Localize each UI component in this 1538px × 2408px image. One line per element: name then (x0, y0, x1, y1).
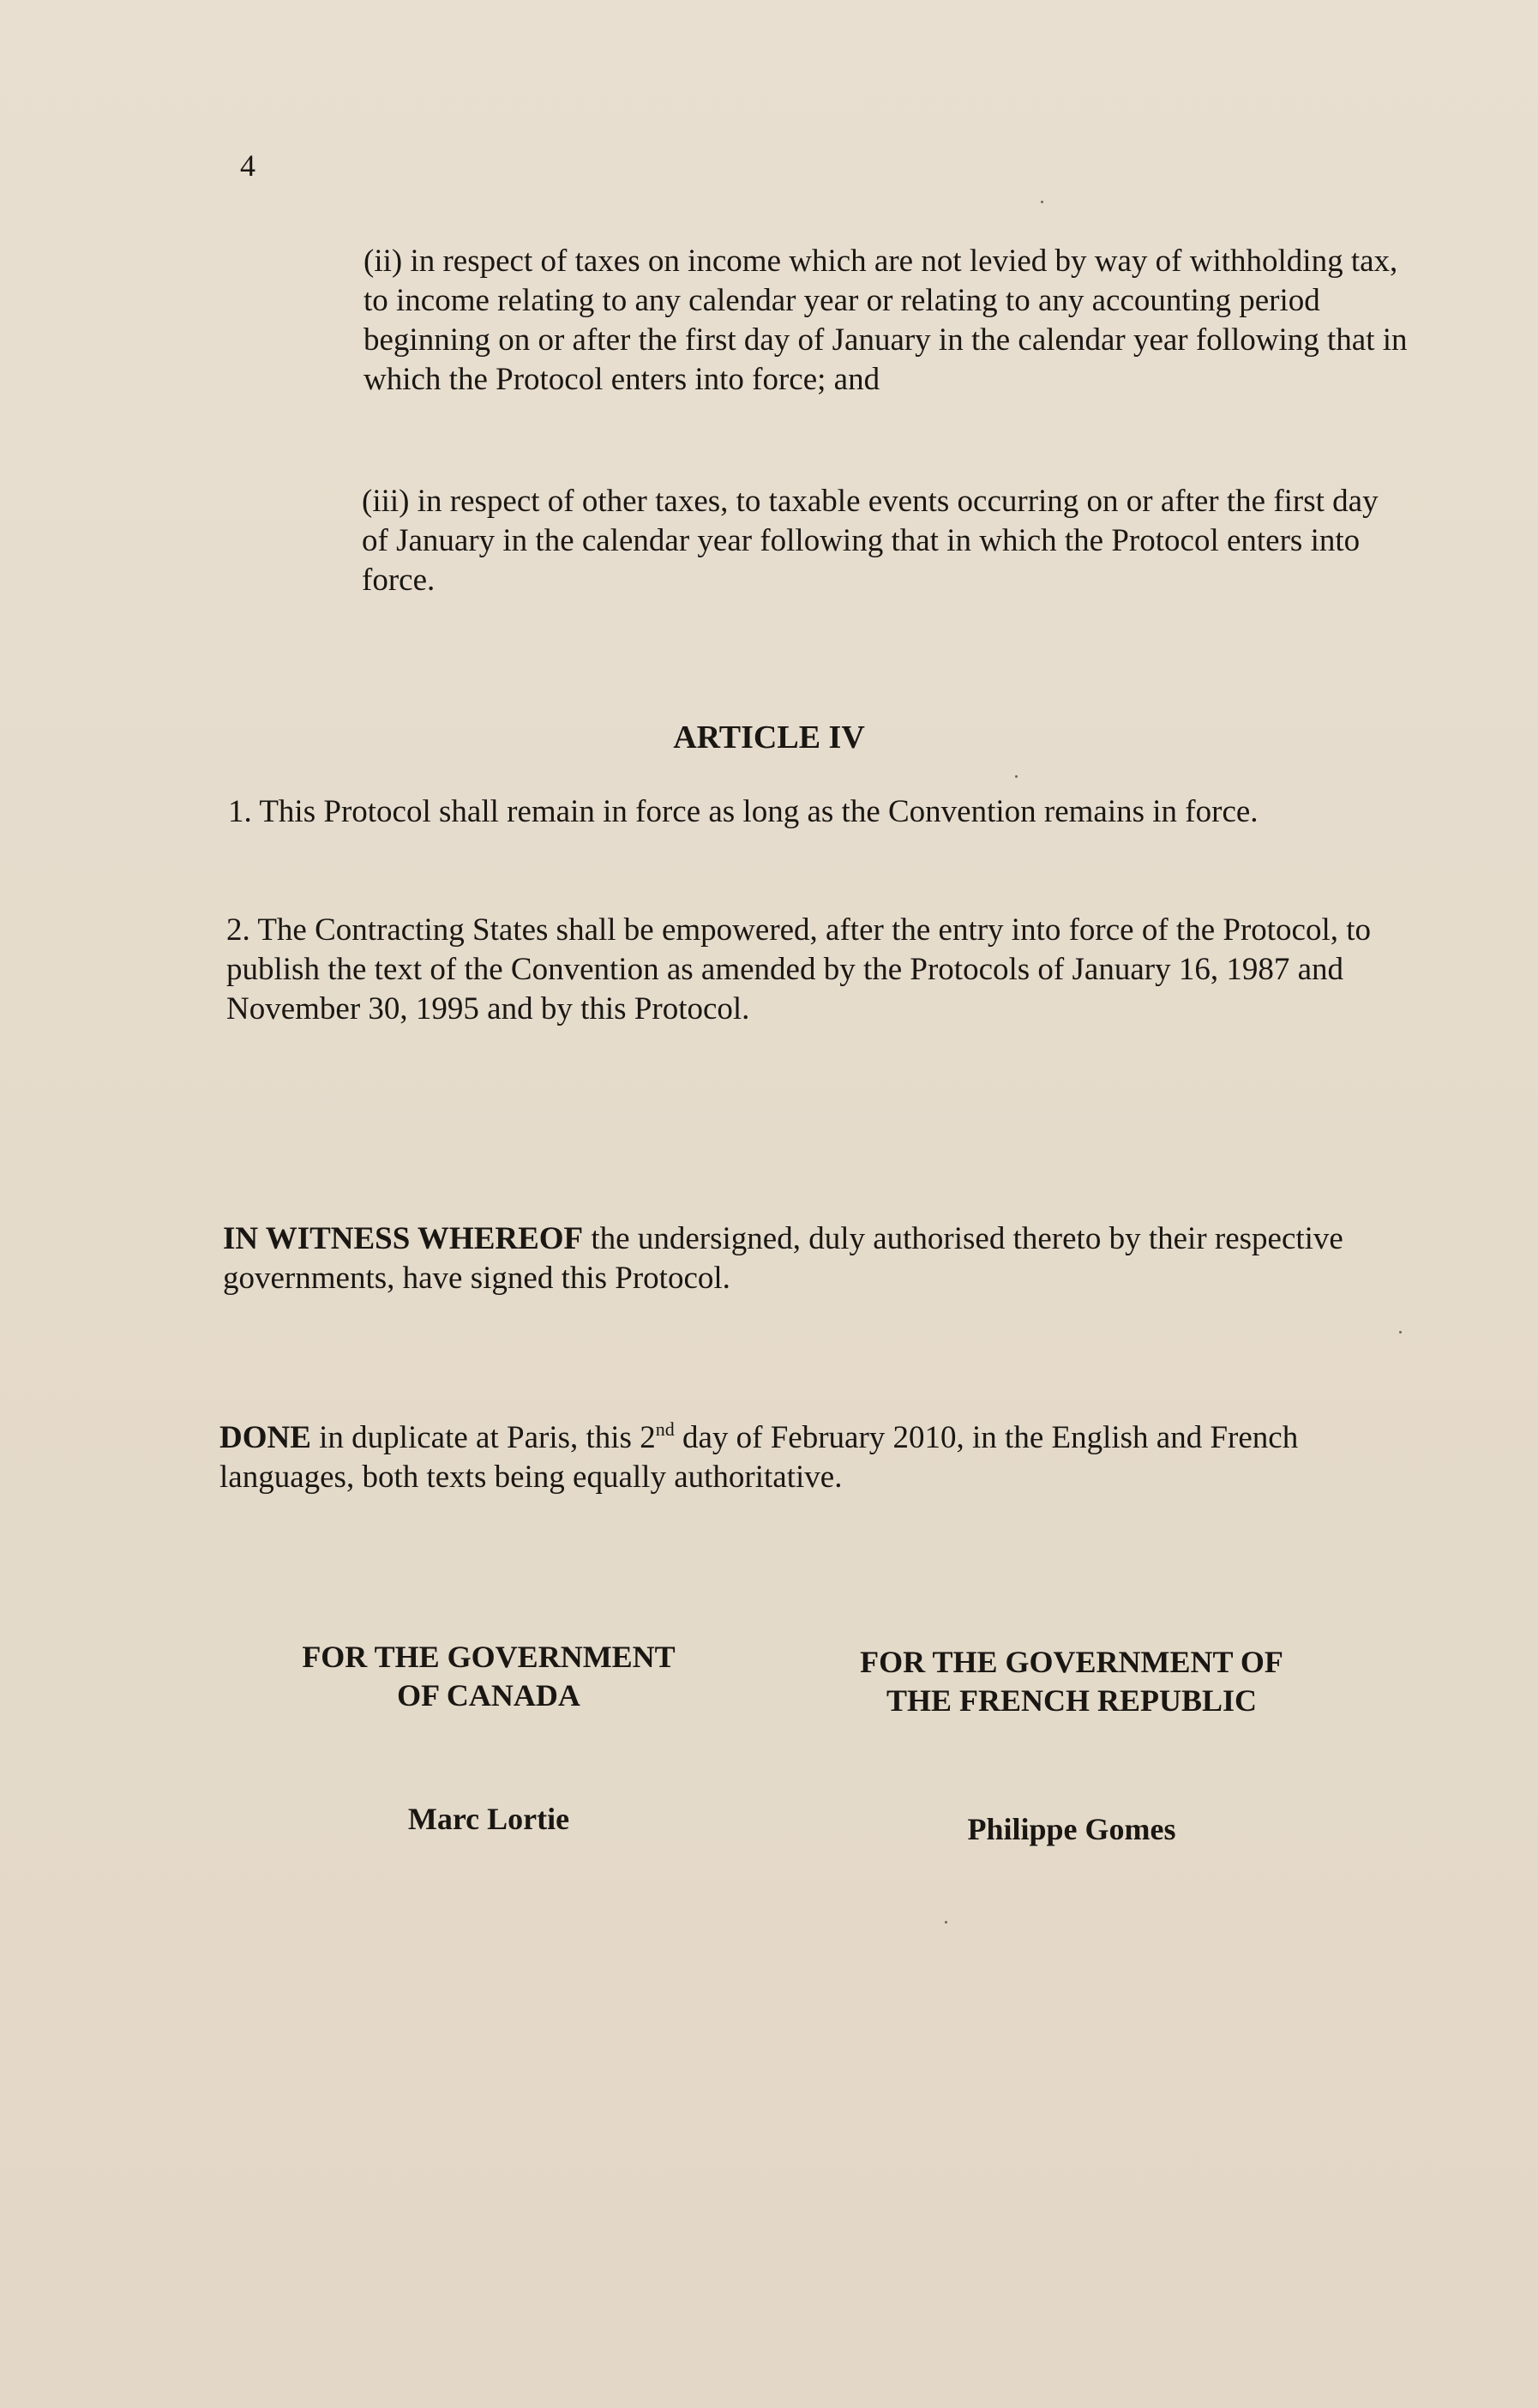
article-paragraph-2: 2. The Contracting States shall be empowered, after the entry into force of the Protocol, to publish the text of the Convention as amended by the Protocols of January 16, 1987 and November 30, 1995 and by this Protocol. (226, 912, 1372, 1026)
signature-heading-france: FOR THE GOVERNMENT OF THE FRENCH REPUBLIC (860, 1645, 1283, 1718)
signatory-name-france: Philippe Gomes (967, 1812, 1176, 1846)
clause-ii: (ii) in respect of taxes on income which are not levied by way of withholding tax, to income relating to any calendar year or relating to any accounting period beginning on or after the first day of January in the calendar year following that in which the Protocol enters into force; and (363, 244, 1408, 397)
done-clause (219, 1418, 1385, 1497)
witness-clause (223, 1219, 1380, 1298)
signature-heading-canada: FOR THE GOVERNMENT OF CANADA (302, 1640, 676, 1713)
article-paragraph-1: 1. This Protocol shall remain in force as long as the Convention remains in force. (228, 794, 1259, 829)
done-lead: DONE (219, 1420, 311, 1455)
done-text-after: day of February 2010, in the English and French languages, both texts being equally authoritative. (219, 1420, 1299, 1495)
witness-lead: IN WITNESS WHEREOF (223, 1221, 584, 1256)
witness-text: the undersigned, duly authorised thereto by their respective governments, have signed this Protocol. (223, 1221, 1343, 1296)
done-superscript: nd (655, 1418, 675, 1440)
paper-speck (1015, 775, 1018, 778)
paper-speck (1041, 201, 1043, 203)
article-heading: ARTICLE IV (673, 719, 865, 756)
paper-speck (1399, 1331, 1402, 1333)
done-text-before: in duplicate at Paris, this 2 (310, 1420, 656, 1455)
paper-speck (945, 1921, 947, 1923)
clause-iii: (iii) in respect of other taxes, to taxable events occurring on or after the first day of January in the calendar year following that in which the Protocol enters into force. (362, 484, 1379, 598)
signatory-name-canada: Marc Lortie (407, 1802, 570, 1836)
page-number: 4 (240, 148, 255, 183)
